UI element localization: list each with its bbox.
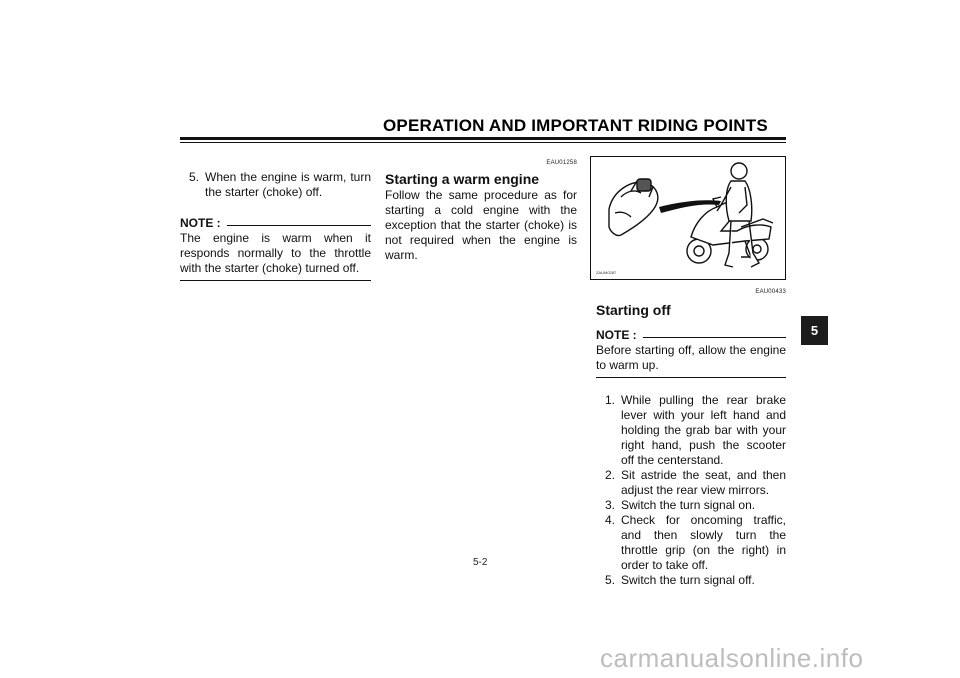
step-number: 5. [605,573,616,587]
note-text: Before starting off, allow the engine to warm up. [596,343,786,372]
middle-column [385,156,577,263]
step-number: 4. [605,513,616,527]
step-text: When the engine is warm, turn the starter (choke) off. [205,170,371,199]
step-item [596,393,786,468]
note-heading-rule [643,337,786,338]
step-item [180,170,371,200]
note-label: NOTE : [596,328,637,342]
figure-label: ZAUM0287 [596,270,617,275]
scooter-illustration [590,156,786,280]
note-text: The engine is warm when it responds normally to the throttle with the starter (choke) turned off. [180,231,371,275]
right-column [596,285,786,588]
step-number: 1. [605,393,616,407]
note-heading-rule [227,225,371,226]
header-rule [180,137,786,140]
header-rule-thin [180,142,786,143]
note-heading [180,216,371,231]
step-text: Switch the turn signal off. [621,573,755,587]
section-code: EAU00433 [755,289,786,295]
step-item [596,468,786,498]
scooter-centerstand-illustration-icon [591,157,785,279]
watermark: carmanualsonline.info [600,643,864,673]
step-number: 5. [189,170,200,184]
section-text: Follow the same procedure as for starting a cold engine with the exception that the starter (choke) is not required when the engine is warm. [385,188,577,262]
step-text: While pulling the rear brake lever with your left hand and holding the grab bar with your right hand, push the scooter off the centerstand. [621,393,786,467]
step-number: 2. [605,468,616,482]
step-text: Sit astride the seat, and then adjust the rear view mirrors. [621,468,786,497]
step-text: Switch the turn signal on. [621,498,756,512]
note-end-rule [180,280,371,281]
step-item [596,573,786,588]
step-item [596,513,786,573]
chapter-tab: 5 [801,316,828,345]
section-heading: Starting a warm engine [385,171,540,187]
note-label: NOTE : [180,216,221,230]
section-code: EAU01258 [546,160,577,166]
steps-list [596,393,786,588]
step-number: 3. [605,498,616,512]
page-header-title: OPERATION AND IMPORTANT RIDING POINTS [383,116,768,135]
section-heading: Starting off [596,302,671,318]
page-number: 5-2 [473,557,488,568]
step-item [596,498,786,513]
step-text: Check for oncoming traffic, and then slowly turn the throttle grip (on the right) in order to take off. [621,513,786,572]
left-column [180,170,371,281]
note-heading [596,328,786,343]
